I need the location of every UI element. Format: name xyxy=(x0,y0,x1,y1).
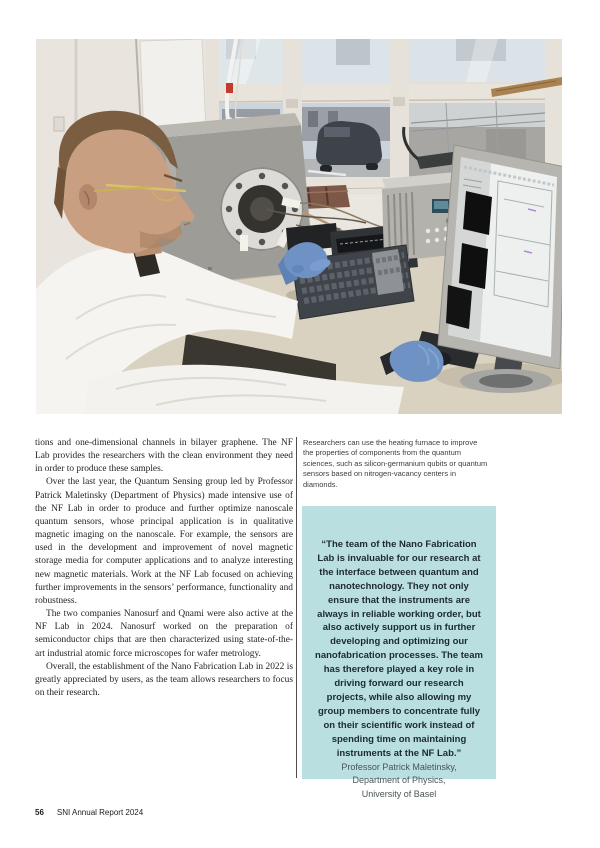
quote-attribution-name: Professor Patrick Maletinsky, xyxy=(341,761,457,772)
pull-quote-box xyxy=(302,506,496,800)
photo-caption: Researchers can use the heating furnace to improve the properties of components from the quantum sciences, such as silicon-germanium qubits or quantum sensors based on nitrogen-vacancy centers in diamonds. xyxy=(303,438,488,489)
column-divider xyxy=(296,437,297,778)
page-footer xyxy=(35,808,143,817)
report-title: SNI Annual Report 2024 xyxy=(56,808,144,817)
page-number: 56 xyxy=(35,808,44,817)
article-text-column xyxy=(35,437,293,700)
article-paragraph: The two companies Nanosurf and Qnami were also active at the NF Lab in 2024. Nanosurf worked on the preparation of semiconductor chips that are then characterized using state-of-the-art industrial atomic force microscopes for wafer metrology. xyxy=(35,609,293,659)
lab-photo xyxy=(36,39,562,414)
article-paragraph: tions and one-dimensional channels in bilayer graphene. The NF Lab provides the researchers with the clean environment they need in order to produce these samples. xyxy=(35,438,293,475)
lab-photo-illustration xyxy=(36,39,562,414)
pull-quote-text: “The team of the Nano Fabrication Lab is invaluable for our research at the interface between quantum and nanotechnology. They not only ensure that the instruments are always in reliable working order, but also actively support us in further developing and optimizing our nanofabrication processes. The team has therefore played a key role in driving forward our research projects, while also allowing my group members to concentrate fully on their scientific work instead of spending time on maintaining instruments at the NF Lab.” xyxy=(315,539,483,759)
car-through-window xyxy=(316,121,382,172)
quote-attribution-university: University of Basel xyxy=(361,789,437,800)
article-paragraph: Over the last year, the Quantum Sensing group led by Professor Patrick Maletinsky (Department of Physics) made intensive use of the NF Lab in order to produce and further optimize nanoscale quantum sensors, whose principal application is in qualitative magnetic imaging on the nanoscale. For example, the sensors are used in the development and improvement of novel magnetic storage media for computer applications and to analyze interesting new magnetic materials. Work at the NF Lab focused on achieving further improvements in the sensors’ performance, functionality and robustness. xyxy=(35,477,293,606)
article-paragraph: Overall, the establishment of the Nano Fabrication Lab in 2022 is greatly appreciated by users, as the team allows researchers to focus on their research. xyxy=(35,661,293,698)
quote-attribution-department: Department of Physics, xyxy=(352,775,446,786)
